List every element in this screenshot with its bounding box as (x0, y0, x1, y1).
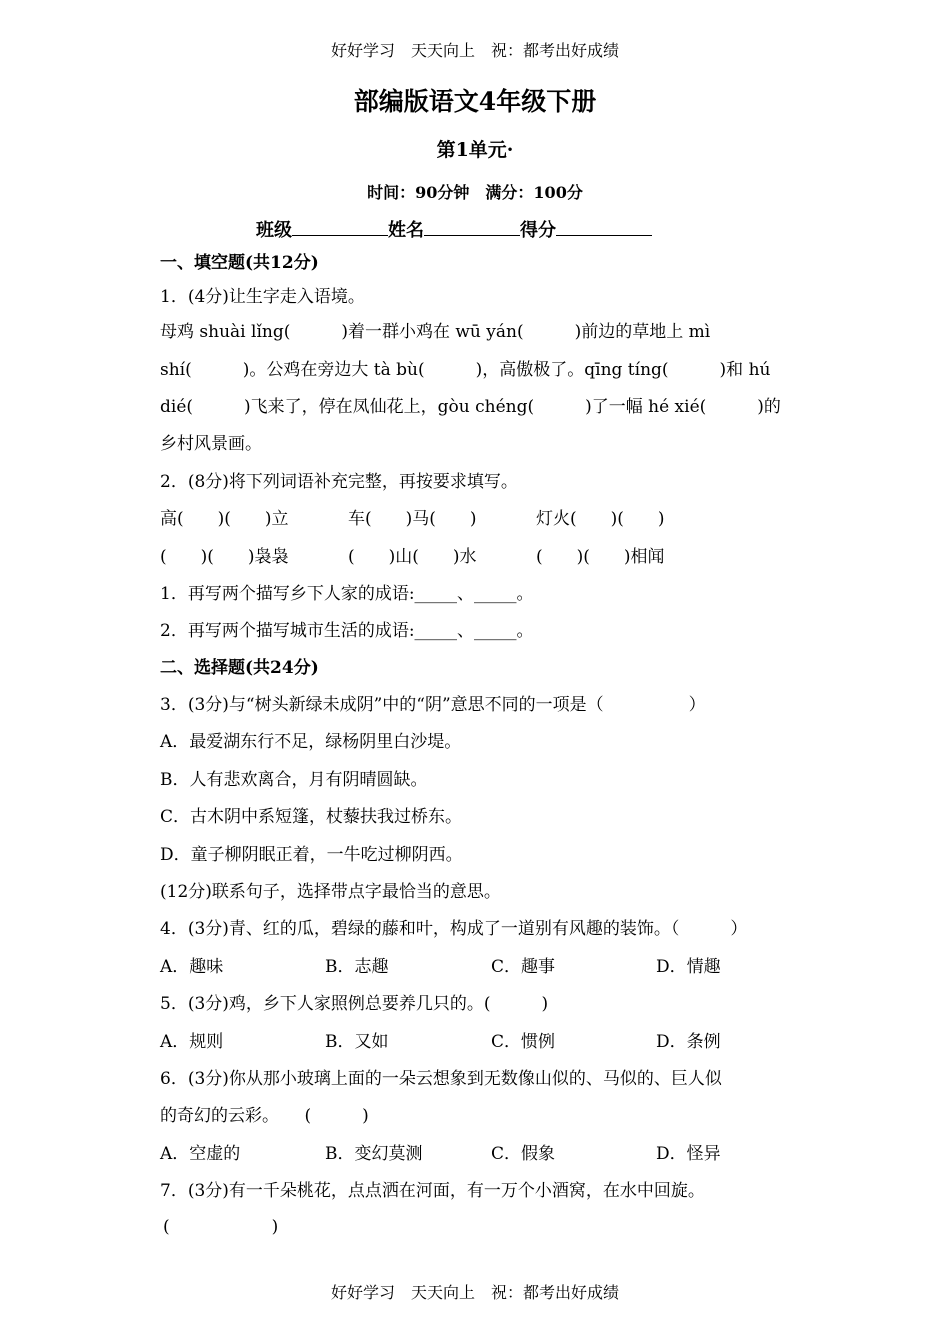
q6-option: A．空虚的 (160, 1144, 241, 1164)
q2-sub1: 1．再写两个描写乡下人家的成语:_____、_____。 (160, 584, 534, 604)
q4-option: C．趣事 (491, 957, 556, 977)
q4-option: D．情趣 (656, 957, 721, 977)
q1-line: dié( )飞来了，停在凤仙花上，gòu chéng( )了一幅 hé xié( )的 (160, 397, 781, 417)
q2-word: 车( )马( ) (348, 509, 477, 529)
time-score: 时间：90分钟 满分：100分 (367, 183, 583, 202)
q2-sub2: 2．再写两个描写城市生活的成语:_____、_____。 (160, 621, 534, 641)
student-info (256, 216, 652, 242)
q1-stem: 1．(4分)让生字走入语境。 (160, 287, 365, 307)
q7-answer-paren: ( ) (163, 1217, 279, 1237)
q1-line: 乡村风景画。 (160, 434, 262, 454)
class-label: 班级 (256, 220, 292, 241)
page-footer: 好好学习 天天向上 祝：都考出好成绩 (330, 1283, 619, 1302)
q5-option: C．惯例 (491, 1032, 556, 1052)
q3-option: B．人有悲欢离合，月有阴晴圆缺。 (160, 770, 428, 790)
score-blank[interactable] (556, 217, 652, 236)
unit-title: 第1单元· (436, 139, 514, 161)
q3-option: D．童子柳阴眠正着，一牛吃过柳阴西。 (160, 845, 463, 865)
q7-stem: 7．(3分)有一千朵桃花，点点洒在河面，有一万个小酒窝，在水中回旋。 (160, 1181, 705, 1201)
q6-stem: 的奇幻的云彩。 ( ) (160, 1106, 369, 1126)
q5-option: D．条例 (656, 1032, 721, 1052)
q2-word: ( )山( )水 (348, 547, 477, 567)
section1-title: 一、填空题(共12分) (160, 253, 319, 273)
q3-stem: 3．(3分)与“树头新绿未成阴”中的“阴”意思不同的一项是（ ） (160, 695, 706, 715)
q3-option: C．古木阴中系短篷，杖藜扶我过桥东。 (160, 807, 463, 827)
q4-option: A．趣味 (160, 957, 224, 977)
q6-stem: 6．(3分)你从那小玻璃上面的一朵云想象到无数像山似的、马似的、巨人似 (160, 1069, 722, 1089)
q5-stem: 5．(3分)鸡，乡下人家照例总要养几只的。( ) (160, 994, 549, 1014)
section2-title: 二、选择题(共24分) (160, 658, 319, 678)
q1-line: shí( )。公鸡在旁边大 tà bù( )，高傲极了。qīng tíng( )和 hú (160, 360, 771, 380)
q2-stem: 2．(8分)将下列词语补充完整，再按要求填写。 (160, 472, 518, 492)
q3-option: A．最爱湖东行不足，绿杨阴里白沙堤。 (160, 732, 462, 752)
q6-option: D．怪异 (656, 1144, 721, 1164)
group-intro: (12分)联系句子，选择带点字最恰当的意思。 (160, 882, 501, 902)
class-blank[interactable] (292, 217, 388, 236)
q4-option: B．志趣 (325, 957, 389, 977)
page-header: 好好学习 天天向上 祝：都考出好成绩 (330, 41, 619, 60)
q2-word: 灯火( )( ) (536, 509, 665, 529)
q5-option: A．规则 (160, 1032, 224, 1052)
q2-word: 高( )( )立 (160, 509, 289, 529)
q6-option: C．假象 (491, 1144, 556, 1164)
score-label: 得分 (520, 220, 556, 241)
q5-option: B．又如 (325, 1032, 389, 1052)
name-label: 姓名 (388, 220, 424, 241)
q4-stem: 4．(3分)青、红的瓜，碧绿的藤和叶，构成了一道别有风趣的装饰。（ ） (160, 919, 748, 939)
page-title: 部编版语文4年级下册 (353, 87, 597, 116)
q2-word: ( )( )袅袅 (160, 547, 289, 567)
q2-word: ( )( )相闻 (536, 547, 665, 567)
q1-line: 母鸡 shuài lǐng( )着一群小鸡在 wū yán( )前边的草地上 mì (160, 322, 711, 342)
name-blank[interactable] (424, 217, 520, 236)
q6-option: B．变幻莫测 (325, 1144, 423, 1164)
